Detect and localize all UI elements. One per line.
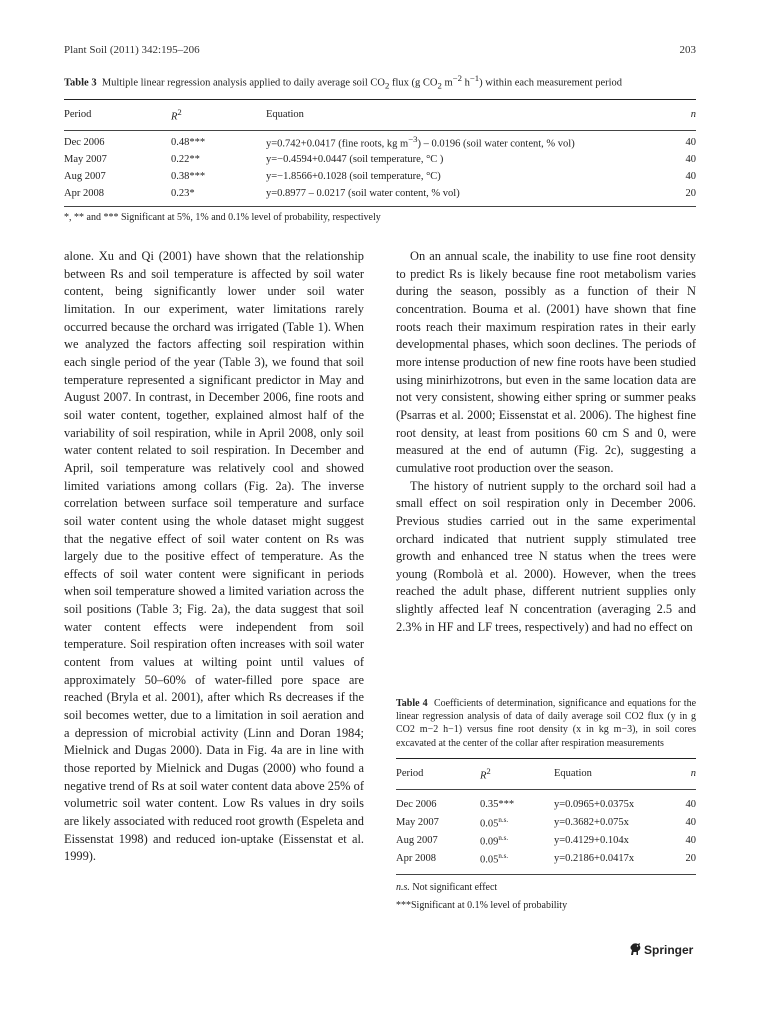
n-symbol: n — [690, 768, 696, 780]
cell-equation: y=−1.8566+0.1028 (soil temperature, °C) — [266, 170, 441, 182]
cell-period: Aug 2007 — [396, 835, 438, 847]
running-head — [64, 44, 696, 58]
table-row — [64, 168, 696, 185]
eq-text: ) – 0.0196 (soil water content, % vol) — [417, 138, 575, 150]
table-row — [396, 814, 696, 832]
cell-equation: y=0.4129+0.104x — [554, 835, 629, 847]
cell-equation: y=0.0965+0.0375x — [554, 799, 635, 811]
col-header-equation: Equation — [266, 109, 304, 121]
table-rule — [396, 874, 696, 875]
caption-text: ) within each measurement period — [479, 77, 623, 89]
caption-sub: 2 — [384, 80, 390, 91]
cell-r2: 0.22** — [171, 153, 200, 165]
col-header-period: Period — [64, 109, 92, 121]
table-4 — [396, 697, 696, 915]
col-header-n — [672, 759, 696, 789]
table-4-label: Table 4 — [396, 698, 428, 709]
table-row — [396, 832, 696, 850]
cell-equation — [266, 134, 666, 151]
cell-period: Apr 2008 — [396, 853, 436, 865]
cell-n: 20 — [685, 853, 696, 865]
body-column-left — [64, 248, 364, 866]
cell-n: 40 — [685, 136, 696, 148]
table-rule — [396, 789, 696, 790]
cell-period: Aug 2007 — [64, 170, 106, 182]
paragraph: On an annual scale, the inability to use fine root density to predict Rs is likely because fine root metabolism varies during the season, possibly as a function of their N concentration. Bouma et al. (2001) have shown that fine roots reach their maximum respiration rates in their early developmental phases, which soon declines. The periods of more intense production of new fine roots have been studied using minirhizotrons, but even in the same location data are not very consistent, showing either spring or summer peaks (Psarras et al. 2000; Eissenstat et al. 2006). The highest fine root density, at least from positions 60 cm S and 0, were measured at the end of autumn (Fig. 2c), suggesting a cumulative root production over the season. — [396, 249, 696, 475]
col-header-r2 — [480, 759, 554, 789]
table-rule — [64, 206, 696, 207]
r2-value: 0.35*** — [480, 799, 515, 811]
publisher-name: Springer — [644, 943, 694, 957]
table-4-caption — [396, 697, 696, 750]
table-3-body — [64, 134, 696, 202]
r2-value: 0.05 — [480, 818, 499, 830]
r-symbol: R — [480, 770, 487, 782]
cell-period: May 2007 — [64, 153, 107, 165]
n-symbol: n — [690, 109, 696, 121]
cell-n: 20 — [685, 187, 696, 199]
table-row — [64, 134, 696, 151]
publisher-logo — [628, 942, 693, 960]
table-rule — [64, 130, 696, 131]
col-header-n — [666, 100, 696, 130]
table-row — [64, 185, 696, 202]
cell-n: 40 — [685, 153, 696, 165]
footnote-text: Not significant effect — [409, 881, 498, 893]
springer-horse-icon — [628, 942, 642, 956]
table-3-label: Table 3 — [64, 77, 97, 89]
caption-text: Coefficients of determination, significance and equations for the linear regression analysis of data of daily average soil CO2 flux (y in g CO2 m−2 h−1) versus fine root density (x in kg m−3), in soil cores excavated at the center of the collar after respiration measurements — [396, 698, 697, 749]
table-row — [396, 796, 696, 814]
eq-sup: −3 — [408, 134, 418, 145]
caption-text: flux (g CO — [389, 77, 438, 89]
caption-text: Multiple linear regression analysis applied to daily average soil CO — [101, 77, 385, 89]
table-3-caption — [64, 70, 696, 94]
cell-period: Dec 2006 — [396, 799, 437, 811]
table-3-footnote: *, ** and *** Significant at 5%, 1% and 0.1% level of probability, respectively — [64, 211, 381, 223]
table-3 — [64, 70, 696, 223]
eq-text: y=0.742+0.0417 (fine roots, kg m — [266, 138, 409, 150]
cell-equation: y=0.3682+0.075x — [554, 817, 629, 829]
cell-equation: y=0.2186+0.0417x — [554, 853, 635, 865]
caption-text: h — [461, 77, 470, 89]
r-symbol: R — [171, 111, 178, 123]
caption-sup: −1 — [469, 73, 480, 83]
ns-abbrev: n.s. — [396, 881, 410, 893]
significance-sup: n.s. — [498, 816, 509, 825]
table-row — [396, 850, 696, 868]
page-number: 203 — [679, 44, 696, 56]
r2-value: 0.09 — [480, 836, 499, 848]
r-sup: 2 — [177, 106, 182, 117]
paragraph: The history of nutrient supply to the orchard soil had a small effect on soil respiration only in December 2006. Previous studies carried out in the same experimental orchard indicated that nutrient supply stimulated tree growth and enhanced tree N status when the trees were young (Rombolà et al. 2000). However, when the trees reached the adult phase, different nutrient supplies only slightly affected leaf N concentration (averaging 2.5 and 2.3% in HF and LF trees, respectively) and had no effect on — [396, 478, 696, 634]
journal-citation: Plant Soil (2011) 342:195–206 — [64, 44, 200, 56]
cell-r2 — [480, 796, 554, 814]
cell-period: May 2007 — [396, 817, 439, 829]
col-header-period: Period — [396, 768, 424, 780]
cell-r2 — [480, 850, 554, 868]
r-sup: 2 — [486, 766, 491, 777]
cell-period: Apr 2008 — [64, 187, 104, 199]
col-header-equation: Equation — [554, 768, 592, 780]
cell-n: 40 — [685, 817, 696, 829]
significance-sup: n.s. — [498, 852, 509, 861]
table-4-body — [396, 796, 696, 868]
table-4-footnote-sig: ***Significant at 0.1% level of probability — [396, 899, 568, 911]
cell-r2: 0.48*** — [171, 136, 206, 148]
cell-r2 — [480, 814, 554, 832]
col-header-r2 — [171, 100, 266, 130]
table-4-footnote-ns — [396, 879, 696, 897]
cell-equation: y=0.8977 – 0.0217 (soil water content, % vol) — [266, 187, 460, 199]
table-3-grid — [64, 100, 696, 130]
significance-sup: n.s. — [498, 834, 509, 843]
cell-r2: 0.23* — [171, 187, 195, 199]
table-row — [64, 151, 696, 168]
caption-sup: −2 — [452, 73, 462, 83]
cell-r2: 0.38*** — [171, 170, 206, 182]
cell-n: 40 — [685, 835, 696, 847]
cell-n: 40 — [685, 799, 696, 811]
paragraph: alone. Xu and Qi (2001) have shown that the relationship between Rs and soil temperature is affected by soil water content, being significantly lower under soil water limitation. In our experiment, water limitations rarely occurred because the orchard was irrigated (Table 1). When we analyzed the factors affecting soil respiration within each single period of the year (Table 3), we found that soil temperature represented a significant predictor in May and August 2007. In contrast, in December 2006, fine roots and soil water content, together, explained almost half of the variability of soil respiration, while in April 2008, only soil water content related to soil respiration. In December and April, soil temperature was relatively cool and showed limited variations among collars (Fig. 2a). The inverse correlation between surface soil temperature and surface soil water content using the whole dataset might suggest that the negative effect of soil water content on Rs was largely due to the positive effect of temperature. As the effects of soil water content were significant in periods when soil temperature showed a limited variation across the soil positions (Table 3; Fig. 2a), the data suggest that soil water content effects were independent from soil temperature. Soil respiration often increases with soil water content from values at wilting point until values of approximately 50–60% of water-filled pore space are reached (Bryla et al. 2001), after which Rs decreases if the soil becomes wetter, due to a limitation in soil aeration and a depression of microbial activity (Linn and Doran 1984; Mielnick and Dugas 2000). Data in Fig. 4a are in line with those reported by Mielnick and Dugas (2000) who found a negative trend of Rs at soil water content data above 25% of volumetric soil water content. Low Rs values in dry soils are likely associated with reduced root growth (Espeleta and Eissenstat 1998) and reduced ion-uptake (Eissenstat et al. 1999). — [64, 249, 364, 864]
cell-period: Dec 2006 — [64, 136, 105, 148]
cell-n: 40 — [685, 170, 696, 182]
caption-sub: 2 — [437, 80, 442, 91]
cell-r2 — [480, 832, 554, 850]
body-column-right — [396, 248, 696, 636]
r2-value: 0.05 — [480, 854, 499, 866]
caption-text: m — [441, 77, 453, 89]
cell-equation: y=−0.4594+0.0447 (soil temperature, °C ) — [266, 153, 444, 165]
table-4-grid — [396, 759, 696, 789]
